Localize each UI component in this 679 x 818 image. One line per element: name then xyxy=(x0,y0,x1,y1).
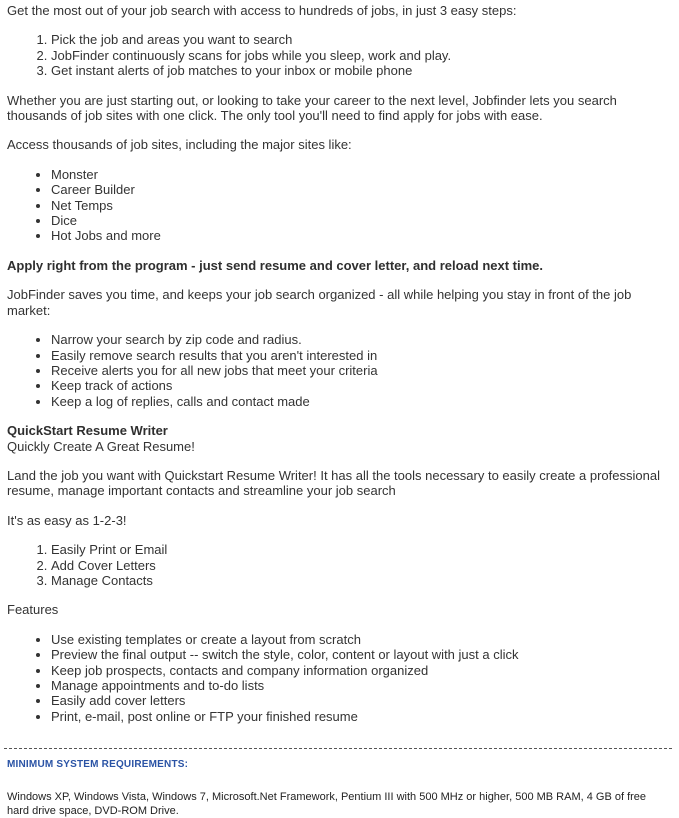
list-item: • Preview the final output -- switch the style, color, content or layout with just a click xyxy=(51,647,671,662)
job-sites-list xyxy=(7,167,671,244)
list-item: • Career Builder xyxy=(51,182,671,197)
intro-text: Get the most out of your job search with access to hundreds of jobs, in just 3 easy steps: xyxy=(7,3,517,18)
list-item: • Dice xyxy=(51,213,671,228)
list-item: • Net Temps xyxy=(51,198,671,213)
list-item: • Print, e-mail, post online or FTP your finished resume xyxy=(51,709,671,724)
features-title: Features xyxy=(7,602,59,618)
list-item: 2. Add Cover Letters xyxy=(51,558,671,573)
steps-list xyxy=(7,32,671,78)
list-item: • Monster xyxy=(51,167,671,182)
list-item: • Narrow your search by zip code and radius. xyxy=(51,332,671,347)
dashed-divider xyxy=(4,748,672,749)
quickstart-description: Land the job you want with Quickstart Resume Writer! It has all the tools necessary to easily create a professional resume, manage important contacts and streamline your job search xyxy=(7,467,660,499)
saves-paragraph: JobFinder saves you time, and keeps your job search organized - all while helping you stay in front of the job market: xyxy=(7,287,632,318)
requirements-title: MINIMUM SYSTEM REQUIREMENTS: xyxy=(7,759,189,771)
list-item: • Keep track of actions xyxy=(51,378,671,393)
list-item: • Use existing templates or create a layout from scratch xyxy=(51,632,671,647)
features-list xyxy=(7,632,671,724)
easy-paragraph: It's as easy as 1-2-3! xyxy=(7,512,127,528)
list-item: 3. Manage Contacts xyxy=(51,573,671,588)
quickstart-subtitle: Quickly Create A Great Resume! xyxy=(7,438,195,454)
list-item: • Keep job prospects, contacts and company information organized xyxy=(51,663,671,678)
whether-paragraph: Whether you are just starting out, or looking to take your career to the next level, Jobfinder lets you search thousands of job sites with one click. The only tool you'll need to find apply for jobs with ease. xyxy=(7,92,617,124)
quickstart-title: QuickStart Resume Writer xyxy=(7,423,168,439)
access-paragraph: Access thousands of job sites, including the major sites like: xyxy=(7,137,352,153)
list-item: • Easily remove search results that you aren't interested in xyxy=(51,348,671,363)
list-item: 2. JobFinder continuously scans for jobs while you sleep, work and play. xyxy=(51,48,671,63)
apply-heading: Apply right from the program - just send resume and cover letter, and reload next time. xyxy=(7,257,544,273)
list-item: 1. Pick the job and areas you want to search xyxy=(51,32,671,47)
list-item: • Receive alerts you for all new jobs that meet your criteria xyxy=(51,363,671,378)
list-item: 1. Easily Print or Email xyxy=(51,542,671,557)
list-item: • Keep a log of replies, calls and contact made xyxy=(51,394,671,409)
easy-steps-list xyxy=(7,542,671,588)
list-item: • Hot Jobs and more xyxy=(51,228,671,243)
benefits-list xyxy=(7,332,671,409)
list-item: 3. Get instant alerts of job matches to your inbox or mobile phone xyxy=(51,63,671,78)
list-item: • Easily add cover letters xyxy=(51,693,671,708)
requirements-text: Windows XP, Windows Vista, Windows 7, Microsoft.Net Framework, Pentium III with 500 MHz or higher, 500 MB RAM, 4 GB of free hard drive space, DVD-ROM Drive. xyxy=(7,790,647,817)
list-item: • Manage appointments and to-do lists xyxy=(51,678,671,693)
